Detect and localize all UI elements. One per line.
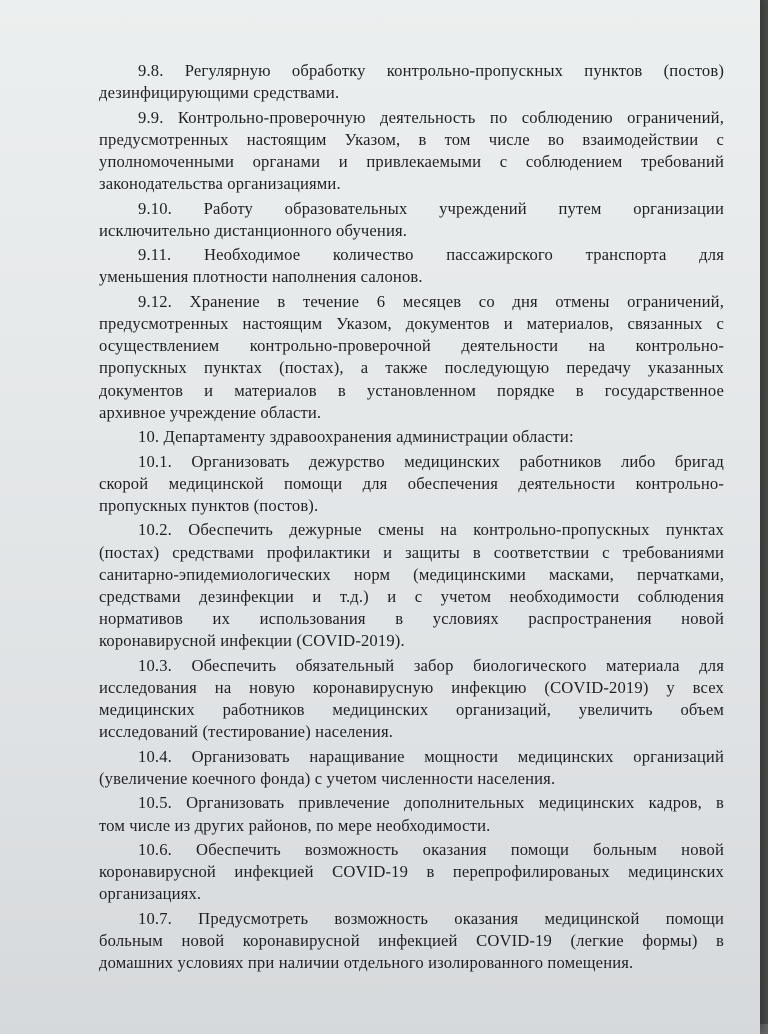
text-line: исследований (тестирование) населения. bbox=[99, 722, 394, 742]
paragraph-9-12 bbox=[99, 291, 724, 424]
paragraph-9-10 bbox=[99, 198, 724, 242]
text-line: 10.6. Обеспечить возможность оказания помощи больным новой bbox=[138, 839, 724, 859]
text-line: 9.11. Необходимое количество пассажирского транспорта для bbox=[138, 245, 724, 265]
text-line: уполномоченными органами и привлекаемыми с соблюдением требований bbox=[99, 152, 724, 171]
text-line: 10. Департаменту здравоохранения администрации области: bbox=[138, 427, 574, 447]
text-line: осуществлением контрольно-проверочной деятельности на контрольно- bbox=[99, 336, 724, 356]
text-line: средствами дезинфекции и т.д.) и с учетом необходимости соблюдения bbox=[99, 586, 724, 606]
paragraph-10-1 bbox=[99, 451, 724, 518]
text-line: 9.10. Работу образовательных учреждений путем организации bbox=[138, 198, 724, 218]
paragraph-10-4 bbox=[99, 746, 724, 790]
paragraph-10-6 bbox=[99, 839, 724, 906]
paragraph-10-3 bbox=[99, 655, 724, 744]
text-line: том числе из других районов, по мере необходимости. bbox=[99, 815, 491, 835]
text-line: предусмотренных настоящим Указом, документов и материалов, связанных с bbox=[99, 313, 724, 333]
document-text bbox=[99, 60, 724, 977]
text-line: 9.12. Хранение в течение 6 месяцев со дня отмены ограничений, bbox=[138, 291, 724, 311]
text-line: пропускных пунктов (постов). bbox=[99, 495, 319, 515]
text-line: 10.7. Предусмотреть возможность оказания медицинской помощи bbox=[138, 908, 724, 928]
text-line: 9.9. Контрольно-проверочную деятельность по соблюдению ограничений, bbox=[138, 107, 724, 127]
text-line: предусмотренных настоящим Указом, в том числе во взаимодействии с bbox=[99, 129, 724, 149]
text-line: 10.3. Обеспечить обязательный забор биологического материала для bbox=[138, 655, 724, 675]
text-line: 10.5. Организовать привлечение дополнительных медицинских кадров, в bbox=[138, 793, 724, 813]
text-line: 9.8. Регулярную обработку контрольно-пропускных пунктов (постов) bbox=[138, 61, 724, 80]
text-line: уменьшения плотности наполнения салонов. bbox=[99, 267, 423, 287]
text-line: исключительно дистанционного обучения. bbox=[99, 220, 408, 240]
text-line: нормативов их использования в условиях распространения новой bbox=[99, 609, 724, 629]
text-line: (увеличение коечного фонда) с учетом численности населения. bbox=[99, 768, 556, 788]
text-line: дезинфицирующими средствами. bbox=[99, 83, 340, 103]
text-line: пропускных пунктах (постах), а также последующую передачу указанных bbox=[99, 358, 724, 378]
paragraph-10 bbox=[99, 426, 724, 448]
text-line: 10.1. Организовать дежурство медицинских работников либо бригад bbox=[138, 451, 724, 471]
text-line: архивное учреждение области. bbox=[99, 402, 322, 422]
text-line: документов и материалов в установленном порядке в государственное bbox=[99, 380, 724, 400]
text-line: исследования на новую коронавирусную инфекцию (COVID-2019) у всех bbox=[99, 677, 724, 697]
text-line: коронавирусной инфекцией COVID-19 в перепрофилированых медицинских bbox=[99, 862, 724, 882]
paragraph-9-8 bbox=[99, 60, 724, 104]
text-line: коронавирусной инфекции (COVID-2019). bbox=[99, 631, 405, 651]
text-line: (постах) средствами профилактики и защиты в соответствии с требованиями bbox=[99, 542, 724, 562]
paragraph-10-5 bbox=[99, 792, 724, 836]
paragraph-10-7 bbox=[99, 908, 724, 975]
text-line: домашних условиях при наличии отдельного изолированного помещения. bbox=[99, 953, 634, 973]
text-line: санитарно-эпидемиологических норм (медицинскими масками, перчатками, bbox=[99, 564, 724, 584]
text-line: законодательства организациями. bbox=[99, 174, 341, 194]
paragraph-10-2 bbox=[99, 519, 724, 652]
text-line: организациях. bbox=[99, 884, 202, 904]
text-line: медицинских работников медицинских организаций, увеличить объем bbox=[99, 700, 724, 720]
text-line: больным новой коронавирусной инфекцией COVID-19 (легкие формы) в bbox=[99, 930, 724, 950]
paragraph-9-9 bbox=[99, 107, 724, 196]
paragraph-9-11 bbox=[99, 244, 724, 288]
text-line: 10.4. Организовать наращивание мощности медицинских организаций bbox=[138, 746, 724, 766]
text-line: 10.2. Обеспечить дежурные смены на контрольно-пропускных пунктах bbox=[138, 520, 724, 540]
text-line: скорой медицинской помощи для обеспечения деятельности контрольно- bbox=[99, 473, 724, 493]
